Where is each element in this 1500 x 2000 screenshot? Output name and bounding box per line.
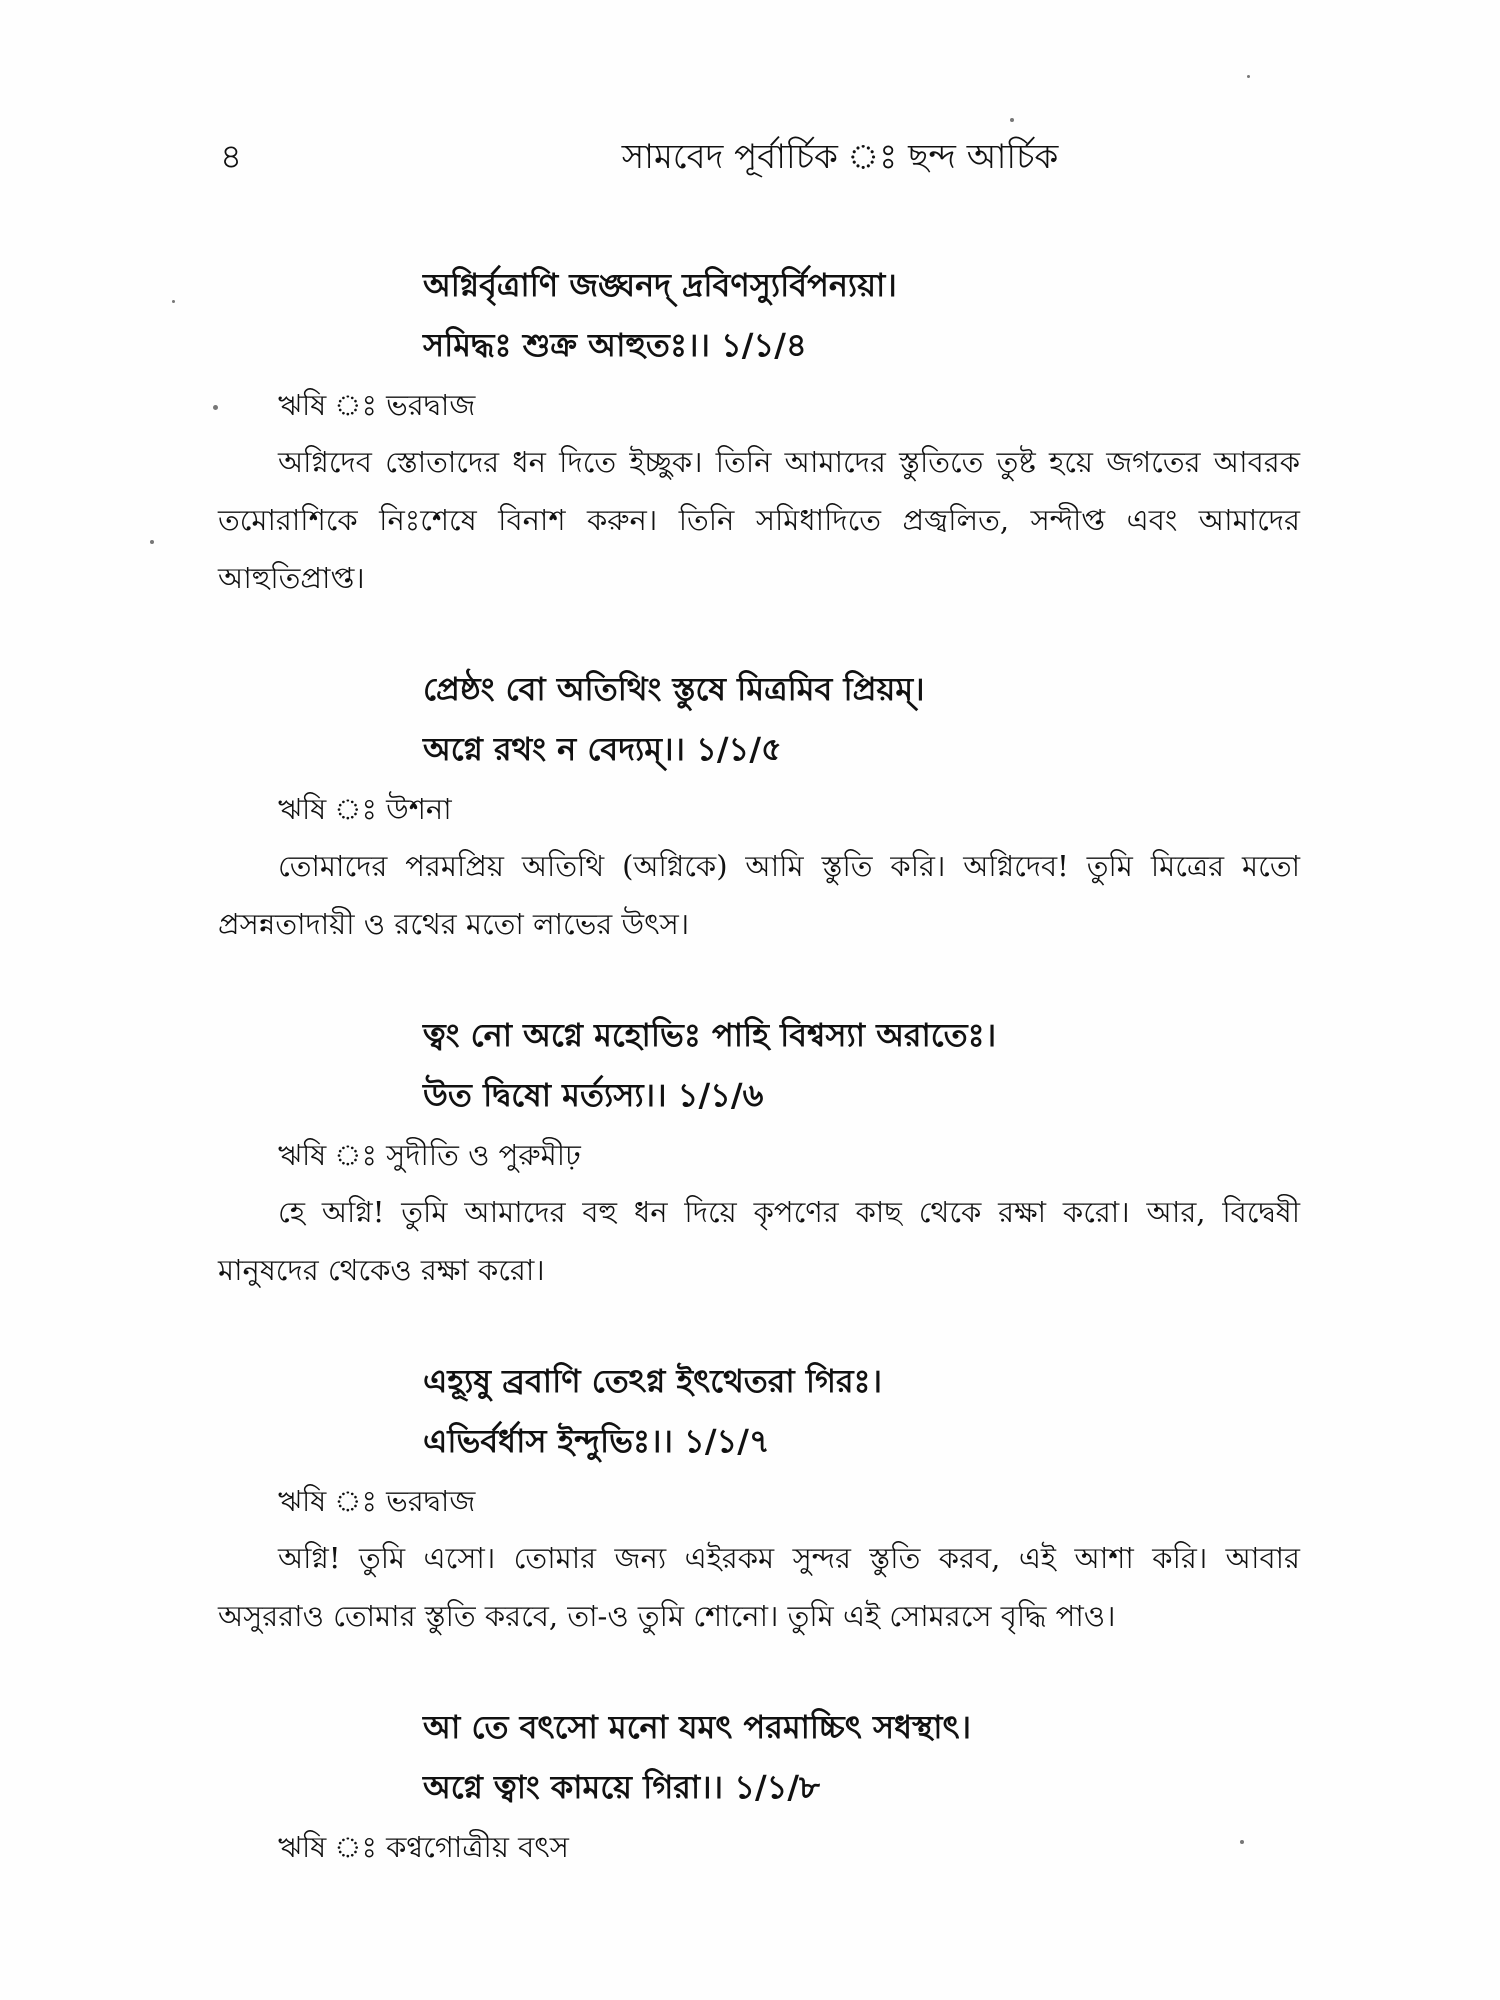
verse-block-1-1-6 [218, 1005, 1300, 1299]
scan-speck [1247, 75, 1250, 78]
translation-paragraph: অগ্নিদেব স্তোতাদের ধন দিতে ইচ্ছুক। তিনি আমাদের স্তুতিতে তুষ্ট হয়ে জগতের আবরক তমোরাশিকে নিঃশেষে বিনাশ করুন। তিনি সমিধাদিতে প্রজ্বলিত, সন্দীপ্ত এবং আমাদের আহুতিপ্রাপ্ত। [218, 445, 1300, 595]
verse-line: উত দ্বিষো মর্ত্যস্য।। ১/১/৬ [423, 1076, 764, 1114]
translation-paragraph: তোমাদের পরমপ্রিয় অতিথি (অগ্নিকে) আমি স্তুতি করি। অগ্নিদেব! তুমি মিত্রের মতো প্রসন্নতাদায়ী ও রথের মতো লাভের উৎস। [218, 849, 1300, 941]
scan-speck [150, 540, 154, 544]
page-header [220, 132, 1300, 182]
verse-line: প্রেষ্ঠং বো অতিথিং স্তুষে মিত্রমিব প্রিয়ম্। [423, 670, 925, 708]
verse-block-1-1-8 [218, 1697, 1300, 1875]
verse-line: অগ্নে রথং ন বেদ্যম্।। ১/১/৫ [423, 730, 782, 768]
page-content [218, 255, 1300, 1927]
verse-line: সমিদ্ধঃ শুক্র আহুতঃ।। ১/১/৪ [423, 326, 807, 364]
verse-block-1-1-5 [218, 659, 1300, 953]
verse-block-1-1-7 [218, 1351, 1300, 1645]
verse-line: এহ্যূষু ব্রবাণি তেঽগ্ন ইৎথেতরা গিরঃ। [423, 1362, 883, 1400]
verse-block-1-1-4 [218, 255, 1300, 607]
verse-line: ত্বং নো অগ্নে মহোভিঃ পাহি বিশ্বস্যা অরাতেঃ। [423, 1016, 997, 1054]
scan-speck [172, 300, 175, 303]
rishi-line: ঋষি ঃ কণ্বগোত্রীয় বৎস [278, 1830, 569, 1864]
scan-speck [1010, 118, 1014, 122]
rishi-line: ঋষি ঃ ভরদ্বাজ [278, 388, 476, 422]
verse-line: অগ্নির্বৃত্রাণি জঙ্ঘনদ্ দ্রবিণস্যুর্বিপন্যয়া। [423, 266, 897, 304]
translation-paragraph: অগ্নি! তুমি এসো। তোমার জন্য এইরকম সুন্দর স্তুতি করব, এই আশা করি। আবার অসুররাও তোমার স্তুতি করবে, তা-ও তুমি শোনো। তুমি এই সোমরসে বৃদ্ধি পাও। [218, 1541, 1300, 1633]
rishi-line: ঋষি ঃ উশনা [278, 792, 452, 826]
page-number: ৪ [220, 137, 243, 177]
verse-line: এভির্বর্ধাস ইন্দুভিঃ।। ১/১/৭ [423, 1422, 770, 1460]
rishi-line: ঋষি ঃ সুদীতি ও পুরুমীঢ় [278, 1138, 581, 1172]
rishi-line: ঋষি ঃ ভরদ্বাজ [278, 1484, 476, 1518]
verse-line: আ তে বৎসো মনো যমৎ পরমাচ্চিৎ সধস্থাৎ। [423, 1708, 972, 1746]
verse-line: অগ্নে ত্বাং কাময়ে গিরা।। ১/১/৮ [423, 1768, 820, 1806]
translation-paragraph: হে অগ্নি! তুমি আমাদের বহু ধন দিয়ে কৃপণের কাছ থেকে রক্ষা করো। আর, বিদ্বেষী মানুষদের থেকেও রক্ষা করো। [218, 1195, 1300, 1287]
running-title: সামবেদ পূর্বার্চিক ঃ ছন্দ আর্চিক [621, 137, 1059, 177]
